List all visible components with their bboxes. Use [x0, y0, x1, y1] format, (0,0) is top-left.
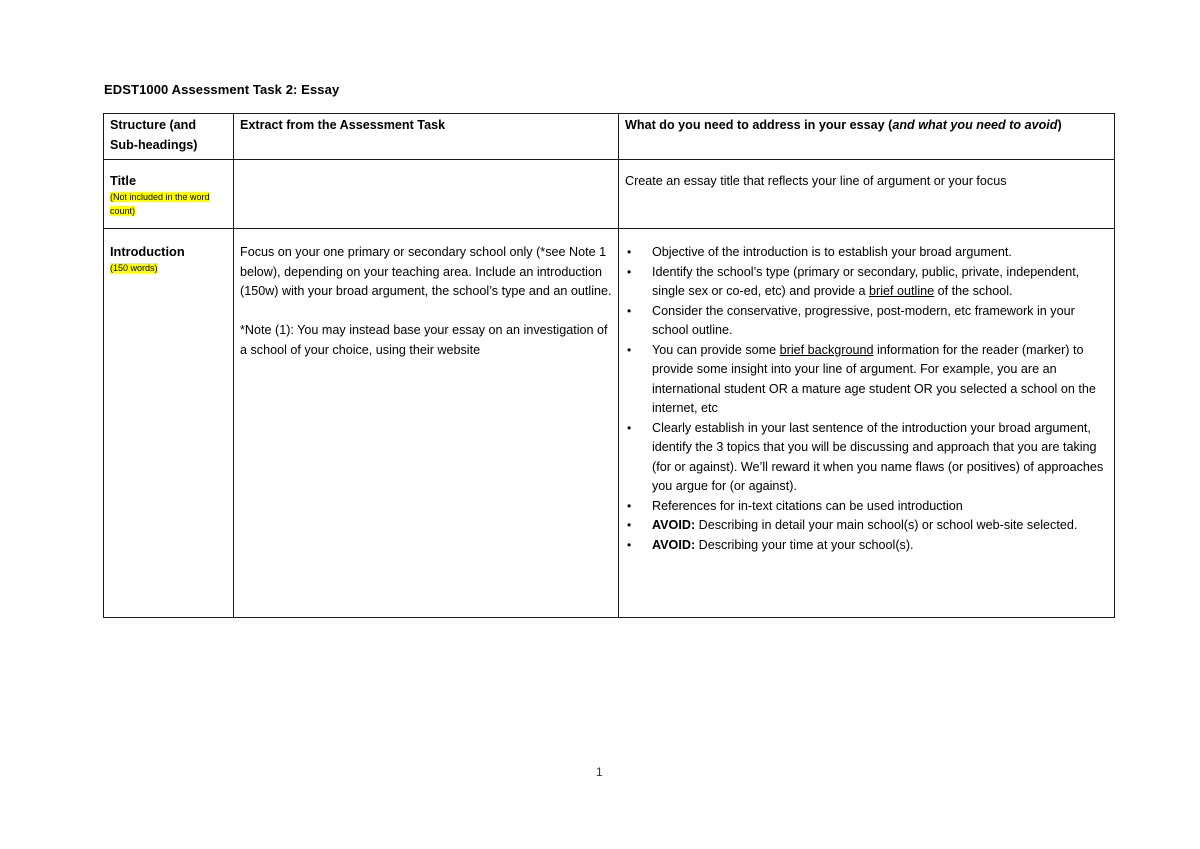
row-label-title: Title	[110, 173, 137, 188]
underlined-emphasis: brief background	[779, 342, 874, 357]
list-item	[625, 302, 1108, 341]
table-row-title	[104, 160, 1115, 229]
bullet-icon: •	[627, 303, 632, 318]
list-item	[625, 341, 1108, 419]
underlined-emphasis: brief outline	[869, 284, 935, 298]
requirements-list	[625, 243, 1108, 555]
list-item-text: Describing in detail your main school(s) or school web-site selected.	[695, 518, 1078, 532]
header-structure: Structure (and Sub-headings)	[104, 114, 234, 160]
avoid-label: AVOID:	[652, 518, 696, 532]
list-item-text: information for the reader (marker) to provide some insight into your line of argument. For example, you are an international student OR a mature age student OR you selected a school on the internet, etc	[652, 342, 1096, 415]
header-address-prefix: What do you need to address in your essay (	[625, 118, 893, 132]
bullet-icon: •	[627, 498, 632, 513]
introduction-extract-cell	[234, 229, 619, 618]
document-title: EDST1000 Assessment Task 2: Essay	[104, 82, 340, 97]
header-address-italic: and what you need to avoid	[892, 118, 1058, 132]
word-count-note-title: (Not included in the word count)	[110, 192, 210, 216]
introduction-structure-cell	[104, 229, 234, 618]
bullet-icon: •	[627, 537, 632, 552]
avoid-label: AVOID:	[652, 537, 696, 552]
list-item	[625, 536, 1108, 556]
list-item-text: Describing your time at your school(s).	[695, 537, 914, 552]
header-address-suffix: )	[1057, 118, 1062, 132]
essay-structure-table	[103, 113, 1115, 618]
list-item-text: References for in-text citations can be used introduction	[652, 498, 963, 513]
list-item-text: You can provide some	[652, 342, 780, 357]
extract-paragraph-1: Focus on your one primary or secondary school only (*see Note 1 below), depending on your teaching area. Include an introduction (150w) with your broad argument, the school’s type and an outline.	[240, 245, 612, 298]
word-count-note-introduction: (150 words)	[110, 263, 158, 273]
list-item-text: of the school.	[934, 284, 1013, 298]
list-item	[625, 263, 1108, 302]
list-item-text: Consider the conservative, progressive, post-modern, etc framework in your school outline.	[652, 303, 1075, 337]
table-row-introduction	[104, 229, 1115, 618]
introduction-address-cell	[619, 229, 1115, 618]
list-item-text: Identify the school’s type (primary or secondary, public, private, independent, single sex or co-ed, etc) and provide a	[652, 264, 1080, 298]
list-item	[625, 516, 1108, 536]
list-item-text: Clearly establish in your last sentence of the introduction your broad argument, identify the 3 topics that you will be discussing and approach that you are taking (for or against). We’ll reward it when you name flaws (or positives) of approaches you argue for (or against).	[652, 420, 1104, 493]
list-item	[625, 243, 1108, 263]
list-item	[625, 497, 1108, 517]
title-extract-cell	[234, 160, 619, 229]
bullet-icon: •	[627, 342, 632, 357]
list-item-text: Objective of the introduction is to establish your broad argument.	[652, 245, 1012, 259]
bullet-icon: •	[627, 264, 632, 279]
bullet-icon: •	[627, 245, 632, 259]
page-number: 1	[596, 765, 603, 779]
title-structure-cell	[104, 160, 234, 229]
bullet-icon: •	[627, 518, 632, 532]
title-address-cell: Create an essay title that reflects your line of argument or your focus	[619, 160, 1115, 229]
header-address	[619, 114, 1115, 160]
row-label-introduction: Introduction	[110, 244, 185, 259]
bullet-icon: •	[627, 420, 632, 435]
list-item	[625, 419, 1108, 497]
table-header-row	[104, 114, 1115, 160]
extract-paragraph-note: *Note (1): You may instead base your essay on an investigation of a school of your choice, using their website	[240, 323, 608, 357]
header-extract: Extract from the Assessment Task	[234, 114, 619, 160]
